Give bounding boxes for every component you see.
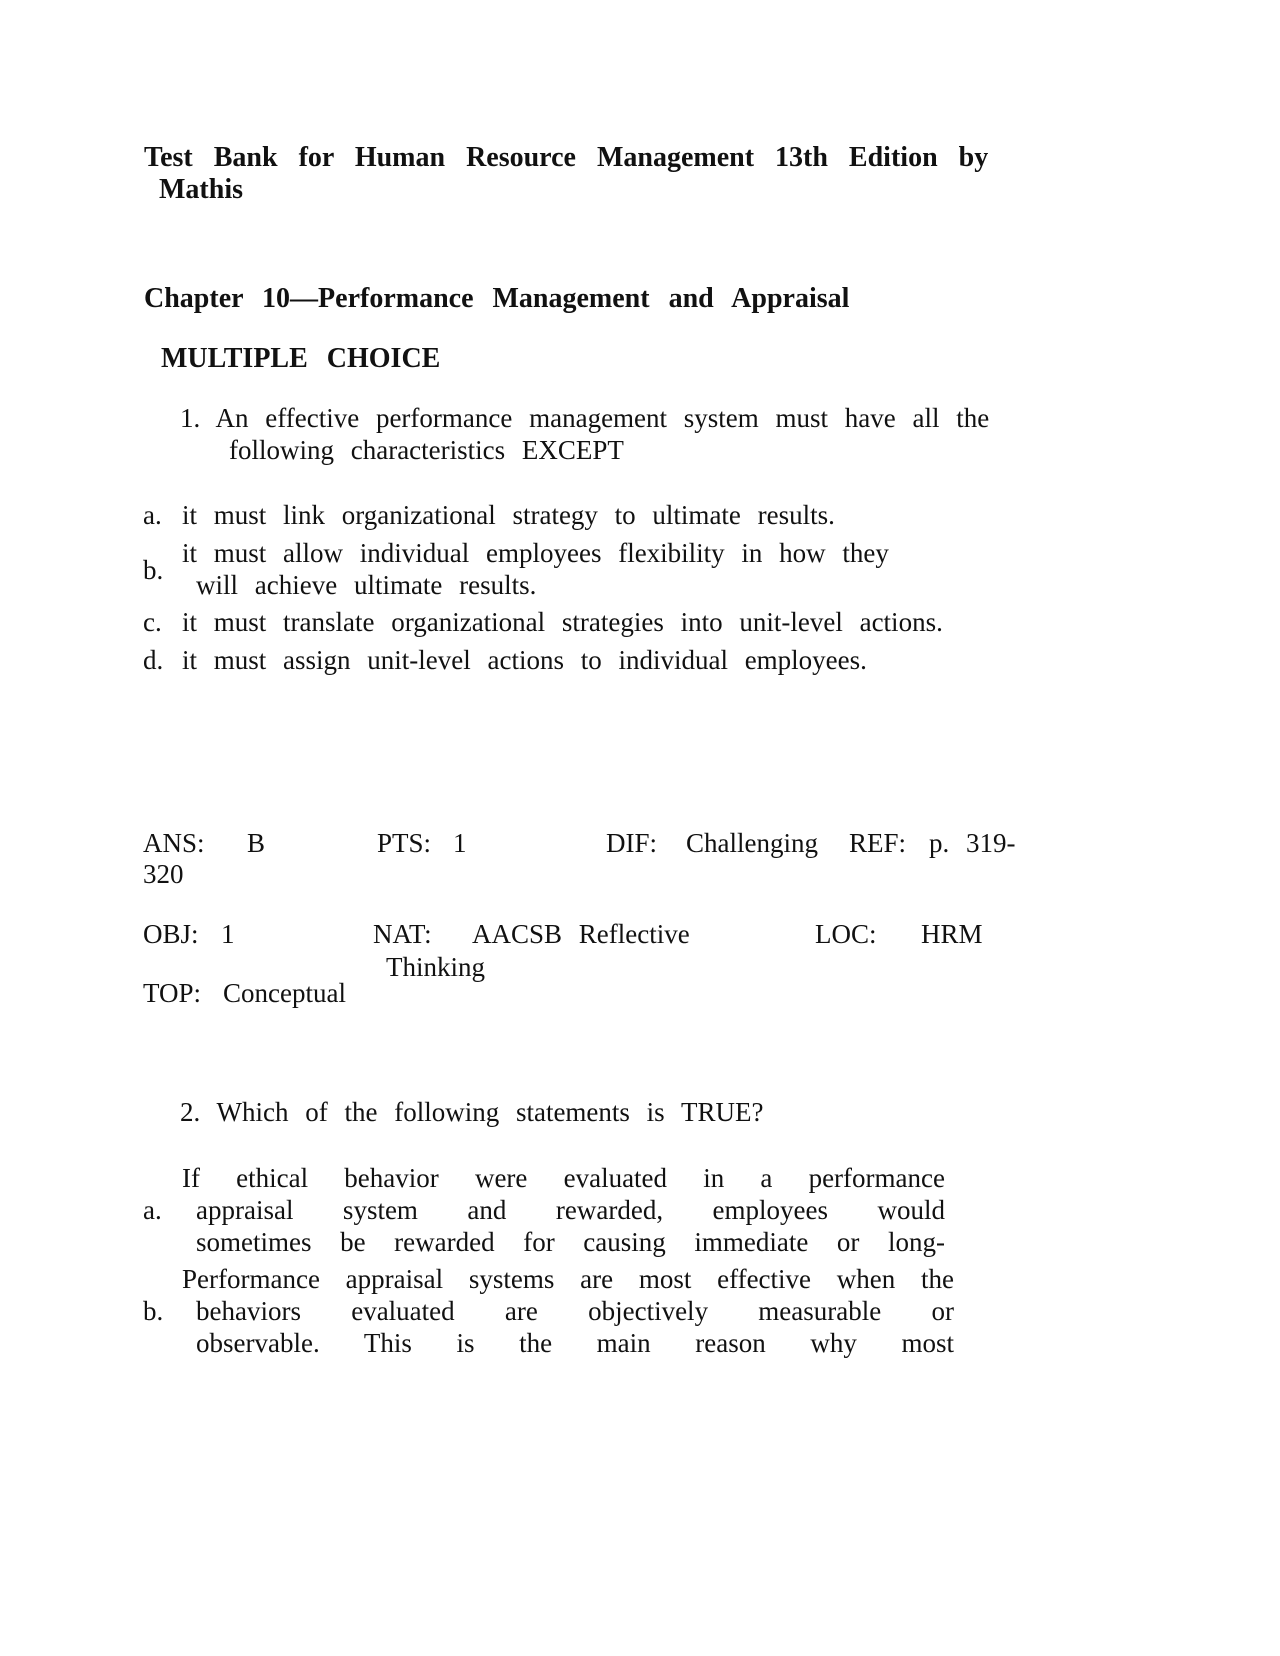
q1-option-d-letter: d. [143, 645, 164, 675]
document-title-line-2: Mathis [159, 174, 243, 205]
nat-value-line-1: AACSB Reflective [472, 919, 690, 949]
nat-value-line-2: Thinking [386, 952, 485, 982]
ref-label: REF: [849, 828, 907, 858]
q2-option-b-line-1: Performance appraisal systems are most effective when the [182, 1264, 954, 1294]
q2-option-a-line-3: sometimes be rewarded for causing immediate or long- [196, 1227, 945, 1257]
ref-value-line-2: 320 [143, 859, 184, 889]
q2-option-a-line-2: appraisal system and rewarded, employees would [196, 1195, 945, 1225]
q1-option-c-letter: c. [143, 607, 162, 637]
q2-option-a-line-1: If ethical behavior were evaluated in a performance [182, 1163, 945, 1193]
loc-label: LOC: [815, 919, 877, 949]
q1-option-a-letter: a. [143, 500, 162, 530]
q1-option-b-letter: b. [143, 555, 164, 585]
dif-label: DIF: [606, 828, 658, 858]
q1-option-c-text: it must translate organizational strategies into unit-level actions. [182, 607, 943, 637]
question-2-stem: 2. Which of the following statements is TRUE? [180, 1097, 764, 1127]
q2-option-b-line-3: observable. This is the main reason why most [196, 1328, 954, 1358]
chapter-heading: Chapter 10—Performance Management and Appraisal [144, 283, 850, 314]
dif-value: Challenging [686, 828, 818, 858]
q2-option-b-line-2: behaviors evaluated are objectively measurable or [196, 1296, 954, 1326]
ref-value-line-1: p. 319- [929, 828, 1016, 858]
q1-option-b-line-1: it must allow individual employees flexibility in how they [182, 538, 889, 568]
question-1-stem-line-2: following characteristics EXCEPT [229, 435, 624, 465]
q1-option-d-text: it must assign unit-level actions to individual employees. [182, 645, 867, 675]
document-title-line-1: Test Bank for Human Resource Management 13th Edition by [144, 142, 989, 173]
section-heading: MULTIPLE CHOICE [161, 343, 441, 374]
q1-option-b-line-2: will achieve ultimate results. [196, 570, 537, 600]
pts-label: PTS: [377, 828, 432, 858]
q2-option-a-letter: a. [143, 1195, 162, 1225]
obj-value: 1 [221, 919, 235, 949]
top-value: Conceptual [223, 978, 346, 1008]
loc-value: HRM [921, 919, 983, 949]
obj-label: OBJ: [143, 919, 199, 949]
ans-label: ANS: [143, 828, 205, 858]
top-label: TOP: [143, 978, 202, 1008]
question-1-stem-line-1: 1. An effective performance management system must have all the [180, 403, 990, 433]
nat-label: NAT: [373, 919, 432, 949]
ans-value: B [247, 828, 266, 858]
pts-value: 1 [453, 828, 467, 858]
q2-option-b-letter: b. [143, 1296, 164, 1326]
nat-value-line-2-clip [386, 952, 526, 982]
q1-option-a-text: it must link organizational strategy to ultimate results. [182, 500, 835, 530]
